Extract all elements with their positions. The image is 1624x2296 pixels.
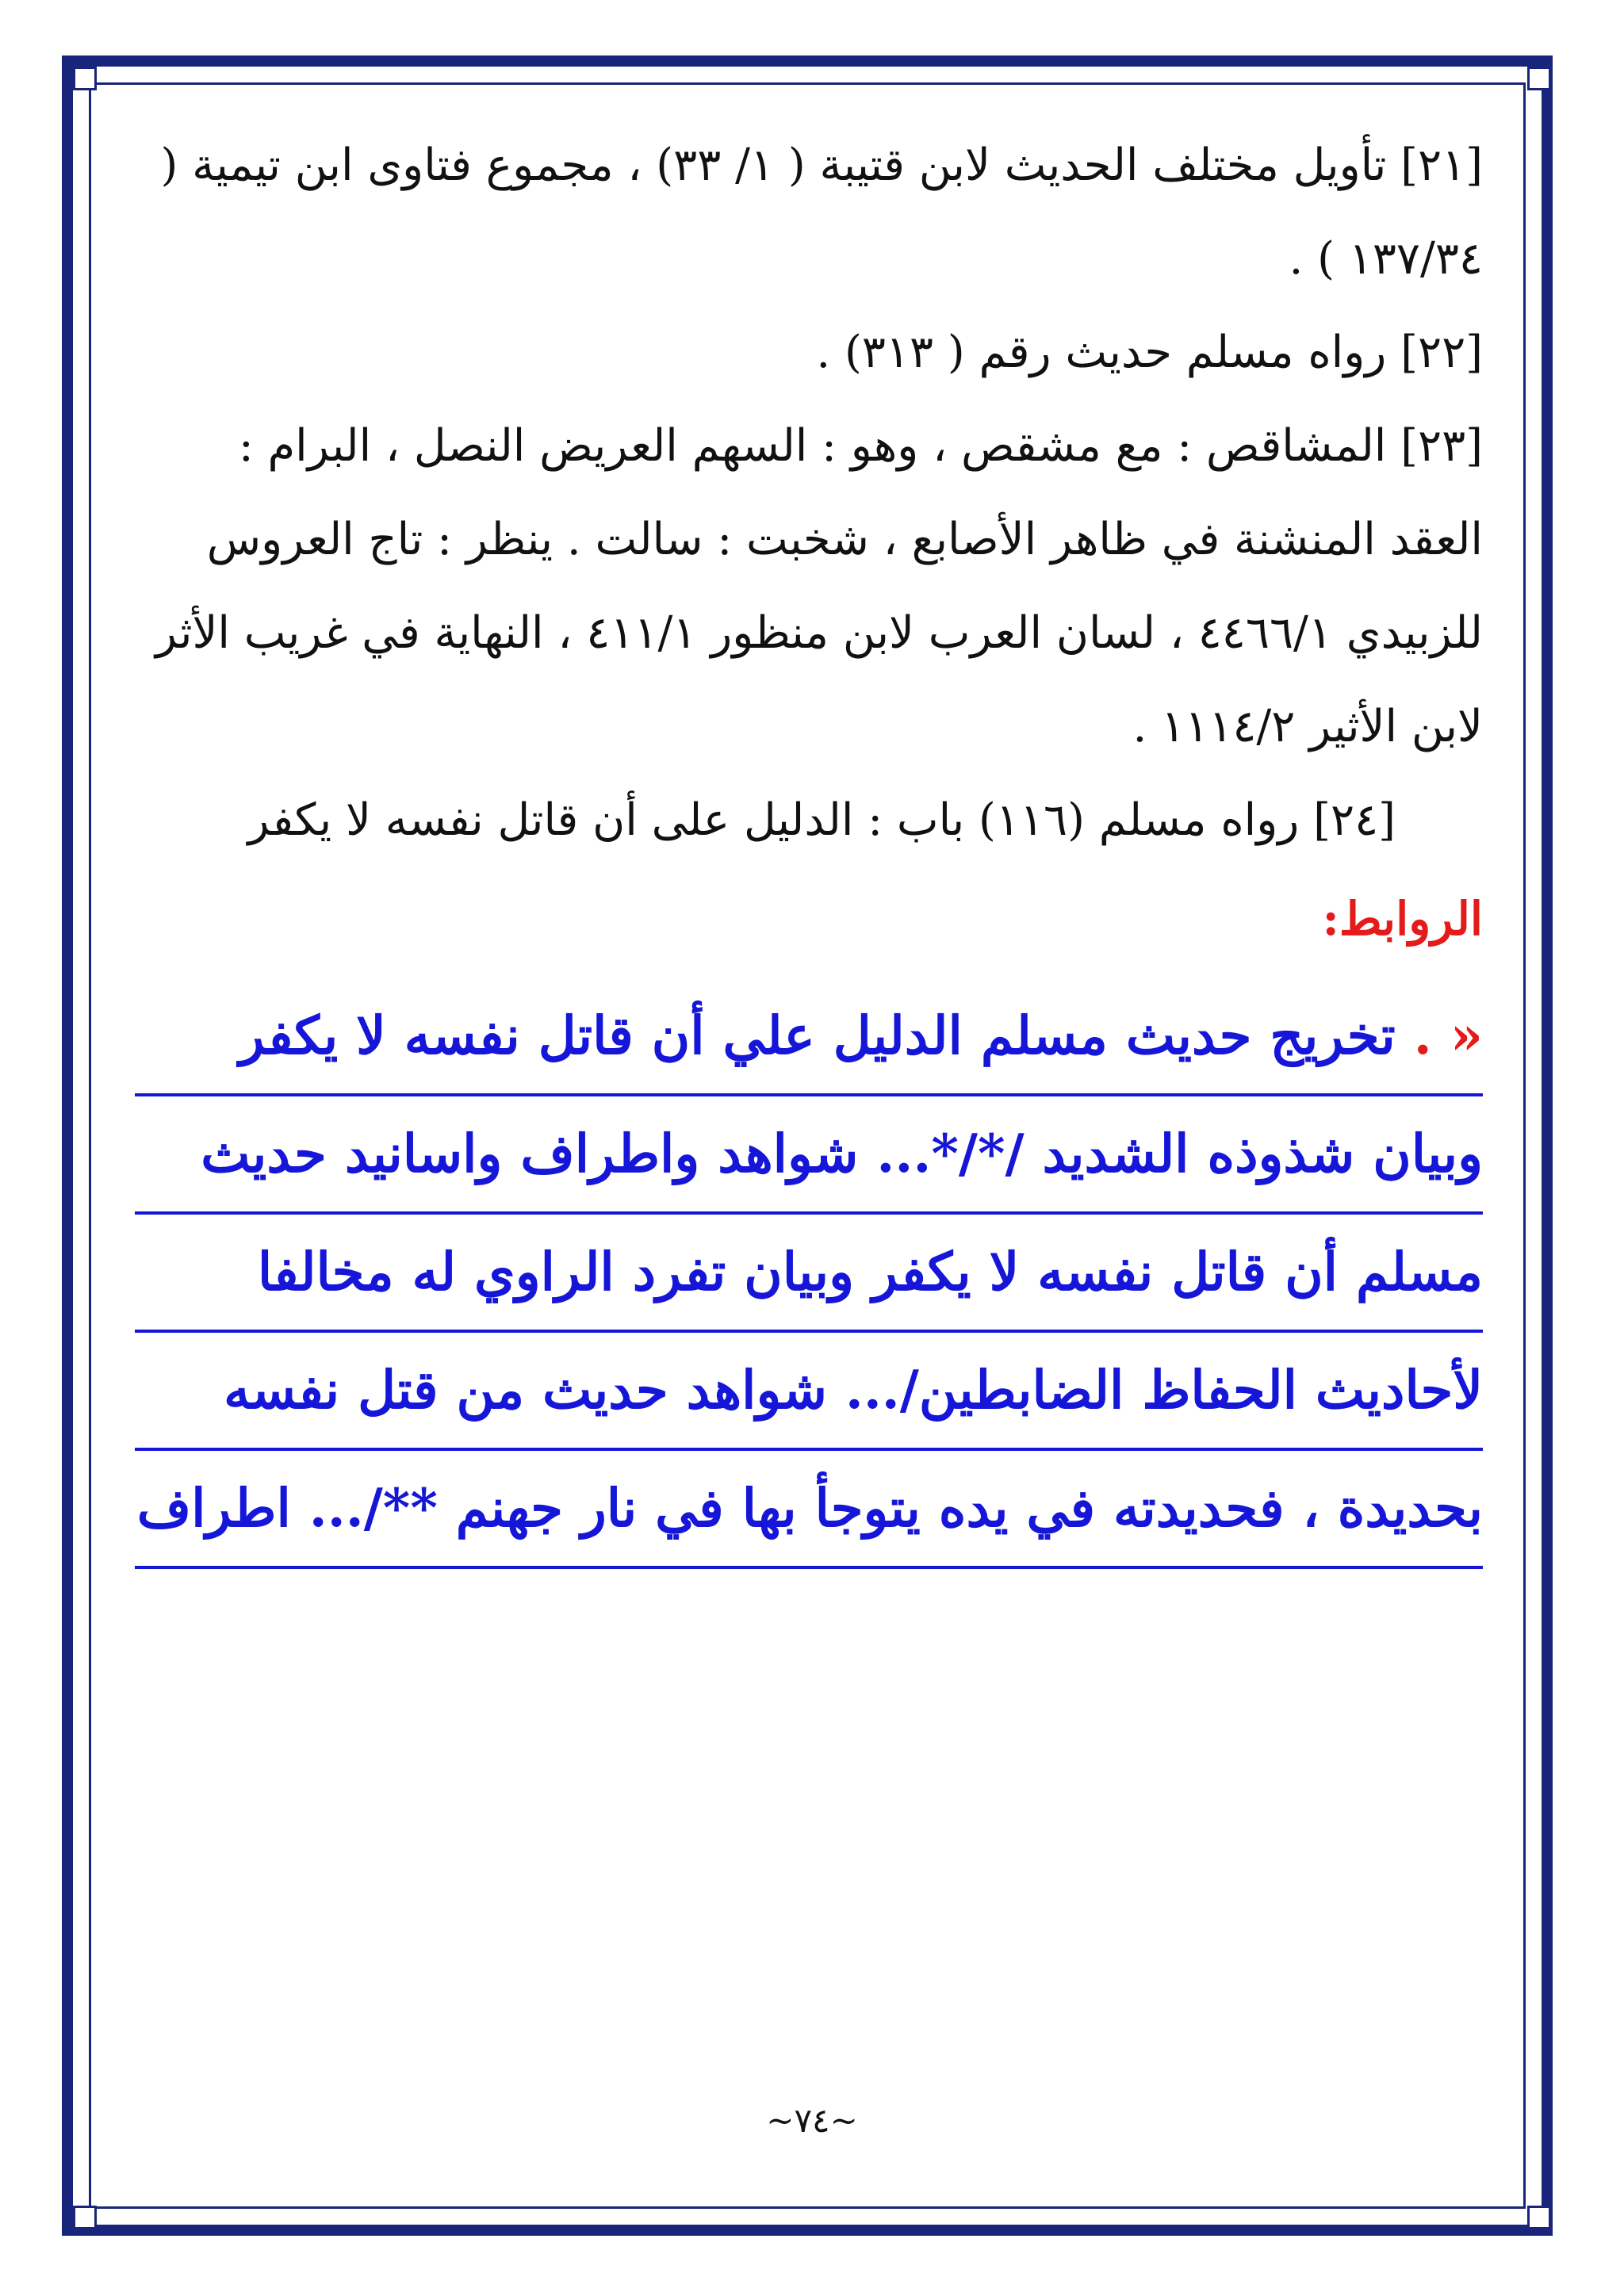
page-content [135,119,1483,1569]
footnote-21 [135,119,1483,306]
links-block [135,978,1483,1569]
page-number: ~٧٤~ [766,2101,858,2140]
footnote-number[interactable]: [٢٤] [1313,794,1396,846]
footnote-22 [135,306,1483,400]
footnote-number[interactable]: [٢٣] [1400,420,1483,472]
link-text[interactable]: لأحاديث الحفاظ الضابطين/... شواهد حديث من قتل نفسه [224,1359,1483,1421]
bullet-ornament: « . [1413,1004,1483,1066]
frame-corner-ornament [73,67,97,90]
link-line[interactable] [135,978,1483,1096]
link-line[interactable] [135,1096,1483,1215]
link-text[interactable]: وبيان شذوذه الشديد /*/*... شواهد واطراف واسانيد حديث [201,1123,1483,1184]
footnote-23 [135,400,1483,774]
footnote-text: المشاقص : مع مشقص ، وهو : السهم العريض النصل ، البرام : العقد المنشنة في ظاهر الأصابع ، شخبت : سالت . ينظر : تاج العروس للزبيدي ٤٤٦٦/١ ، لسان العرب لابن منظور ٤١١/١ ، النهاية في غريب الأثر لابن الأثير ١١١٤/٢ . [155,420,1483,752]
link-text[interactable]: مسلم أن قاتل نفسه لا يكفر وبيان تفرد الراوي له مخالفا [257,1241,1483,1303]
link-text[interactable]: تخريج حديث مسلم الدليل علي أن قاتل نفسه لا يكفر [239,1004,1396,1066]
frame-corner-ornament [1527,2206,1551,2229]
link-line[interactable] [135,1215,1483,1333]
footnote-number[interactable]: [٢٢] [1400,327,1483,378]
footnote-text: رواه مسلم حديث رقم ( ٣١٣) . [816,327,1387,378]
link-line[interactable] [135,1451,1483,1569]
footnote-number[interactable]: [٢١] [1400,140,1483,191]
link-line[interactable] [135,1333,1483,1451]
frame-corner-ornament [73,2206,97,2229]
footnote-text: رواه مسلم (١١٦) باب : الدليل على أن قاتل نفسه لا يكفر [247,794,1300,846]
link-text[interactable]: بحديدة ، فحديدته في يده يتوجأ بها في نار جهنم **/... اطراف [136,1477,1483,1539]
footnote-text: تأويل مختلف الحديث لابن قتيبة ( ١/ ٣٣) ، مجموع فتاوى ابن تيمية ( ١٣٧/٣٤ ) . [160,140,1483,285]
links-heading: الروابط: [1322,892,1483,946]
footnote-24 [135,774,1483,867]
frame-corner-ornament [1527,67,1551,90]
